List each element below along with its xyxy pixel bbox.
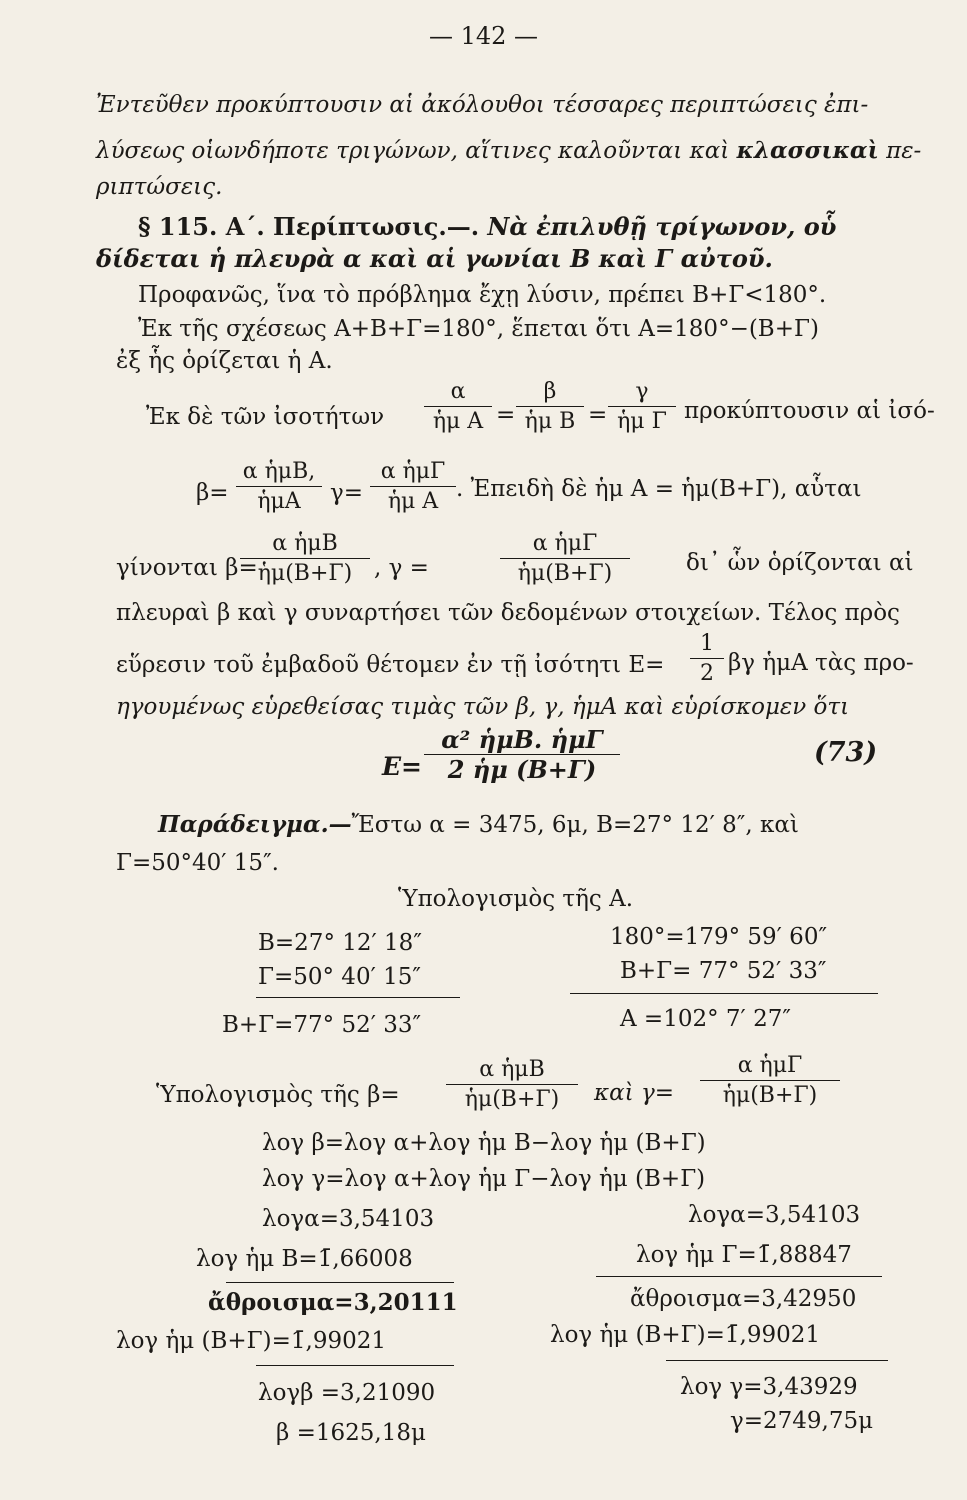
section-number: § 115. Α΄. Περίπτωσις.—. — [138, 212, 480, 241]
right-log-a: λογα=3,54103 — [688, 1202, 861, 1228]
intro-line-1: Ἐντεῦθεν προκύπτουσιν αἱ ἀκόλουθοι τέσσαρες περιπτώσεις ἐπι- — [96, 92, 869, 118]
area-post: βγ ἡμΑ τὰς προ- — [728, 650, 914, 676]
right-bg-value: Β+Γ= 77° 52′ 33″ — [620, 958, 827, 984]
right-log-gamma: λογ γ=3,43929 — [680, 1374, 858, 1400]
left-log-sum: ἄθροισμα=3,20111 — [208, 1289, 458, 1316]
left-log-sinb: λογ ἡμ Β=1̄,66008 — [196, 1246, 413, 1272]
right-a-value: Α =102° 7′ 27″ — [620, 1006, 791, 1032]
section-title-1: Νὰ ἐπιλυθῇ τρίγωνον, οὗ — [479, 212, 837, 241]
fraction-half: $\frac{1}{2}$ — [690, 630, 724, 687]
ratios-intro: Ἐκ δὲ τῶν ἰσοτήτων — [146, 404, 385, 430]
right-log-sing: λογ ἡμ Γ=1̄,88847 — [636, 1242, 852, 1268]
beta-eq: β= — [196, 480, 229, 506]
right-log-sum: ἄθροισμα=3,42950 — [630, 1286, 857, 1312]
intro-line-3: ριπτώσεις. — [96, 174, 223, 200]
equals-1: = — [496, 402, 516, 428]
log-gamma-formula: λογ γ=λογ α+λογ ἡμ Γ−λογ ἡμ (Β+Γ) — [262, 1166, 706, 1192]
log-beta-formula: λογ β=λογ α+λογ ἡμ Β−λογ ἡμ (Β+Γ) — [262, 1130, 706, 1156]
become-mid: , γ = — [374, 555, 429, 581]
fraction-gamma: α ἡμΓ ἡμ Α — [370, 458, 456, 515]
right-log-sinbg: λογ ἡμ (Β+Γ)=1̄,99021 — [550, 1322, 820, 1348]
left-b-value: Β=27° 12′ 18″ — [258, 930, 422, 956]
left-log-sinbg: λογ ἡμ (Β+Γ)=1̄,99021 — [116, 1328, 386, 1354]
become-post: δι᾽ ὧν ὁρίζονται αἱ — [686, 550, 914, 576]
left-log-a: λογα=3,54103 — [262, 1206, 435, 1232]
example-label: Παράδειγμα.— — [158, 811, 352, 838]
right-gamma-result: γ=2749,75μ — [730, 1408, 874, 1434]
body-line-9: ηγουμένως εὑρεθείσας τιμὰς τῶν β, γ, ἡμΑ καὶ εὑρίσκομεν ὅτι — [116, 694, 850, 720]
left-diff-rule — [256, 1365, 454, 1366]
area-formula-lhs: Ε= — [382, 752, 423, 781]
section-title-2: δίδεται ἡ πλευρὰ α καὶ αἱ γωνίαι Β καὶ Γ αὐτοῦ. — [96, 244, 773, 273]
calc-a-title: Ὑπολογισμὸς τῆς Α. — [398, 886, 634, 912]
fraction-beta: α ἡμΒ, ἡμΑ — [236, 458, 322, 515]
since-line: . Ἐπειδὴ δὲ ἡμ Α = ἡμ(Β+Γ), αὗται — [456, 476, 862, 502]
fraction-beta-2: α ἡμΒ ἡμ(Β+Γ) — [240, 530, 370, 587]
area-formula-fraction: α² ἡμΒ. ἡμΓ 2 ἡμ (Β+Γ) — [424, 726, 620, 783]
left-sum-rule-2 — [226, 1282, 454, 1283]
right-180-value: 180°=179° 59′ 60″ — [610, 924, 828, 950]
left-g-value: Γ=50° 40′ 15″ — [258, 964, 421, 990]
body-line-7: πλευραὶ β καὶ γ συναρτήσει τῶν δεδομένων στοιχείων. Τέλος πρὸς — [116, 600, 900, 626]
right-diff-rule-2 — [666, 1360, 888, 1361]
fraction-calc-gamma: α ἡμΓ ἡμ(Β+Γ) — [700, 1052, 840, 1109]
page-number: — 142 — — [428, 22, 539, 50]
intro-line-2: λύσεως οἱωνδήποτε τριγώνων, αἵτινες καλοῦνται καὶ κλασσικαὶ πε- — [96, 137, 922, 164]
fraction-b-over-sinB: $\frac{\beta}{\text{ἡμ Β}}$ — [516, 378, 584, 435]
area-pre: εὕρεσιν τοῦ ἐμβαδοῦ θέτομεν ἐν τῇ ἰσότητι Ε= — [116, 652, 665, 678]
fraction-a-over-sinA: $\frac{\alpha}{\text{ἡμ Α}}$ — [424, 378, 492, 435]
become-pre: γίνονται β= — [116, 555, 258, 581]
gamma-eq: γ= — [330, 480, 364, 506]
fraction-calc-beta: α ἡμΒ ἡμ(Β+Γ) — [446, 1056, 578, 1113]
section-heading — [138, 212, 836, 242]
calc-bg-pre: Ὑπολογισμὸς τῆς β= — [156, 1082, 400, 1108]
right-sum-rule — [596, 1276, 882, 1277]
left-sum-value: Β+Γ=77° 52′ 33″ — [222, 1012, 422, 1038]
body-line-2: Ἐκ τῆς σχέσεως Α+Β+Γ=180°, ἕπεται ὅτι Α=180°−(Β+Γ) — [138, 316, 819, 342]
left-log-beta: λογβ =3,21090 — [258, 1380, 436, 1406]
body-line-3: ἐξ ἧς ὁρίζεται ἡ Α. — [116, 348, 333, 374]
fraction-gamma-2: α ἡμΓ ἡμ(Β+Γ) — [500, 530, 630, 587]
left-sum-rule — [256, 997, 460, 998]
equals-2: = — [588, 402, 608, 428]
left-beta-result: β =1625,18μ — [276, 1420, 426, 1446]
ratios-result: προκύπτουσιν αἱ ἰσό- — [684, 398, 935, 424]
calc-bg-mid: καὶ γ= — [594, 1080, 674, 1106]
fraction-c-over-sinC: $\frac{\gamma}{\text{ἡμ Γ}}$ — [608, 378, 676, 435]
formula-number: (73) — [814, 737, 878, 768]
example-line-2: Γ=50°40′ 15″. — [116, 850, 279, 876]
body-line-1: Προφανῶς, ἵνα τὸ πρόβλημα ἔχῃ λύσιν, πρέπει Β+Γ<180°. — [138, 282, 827, 308]
right-diff-rule — [570, 993, 878, 994]
emphasis-classical: κλασσικαὶ — [736, 137, 879, 164]
example-line-1: Παράδειγμα.—Ἔστω α = 3475, 6μ, Β=27° 12′ 8″, καὶ — [158, 811, 799, 838]
